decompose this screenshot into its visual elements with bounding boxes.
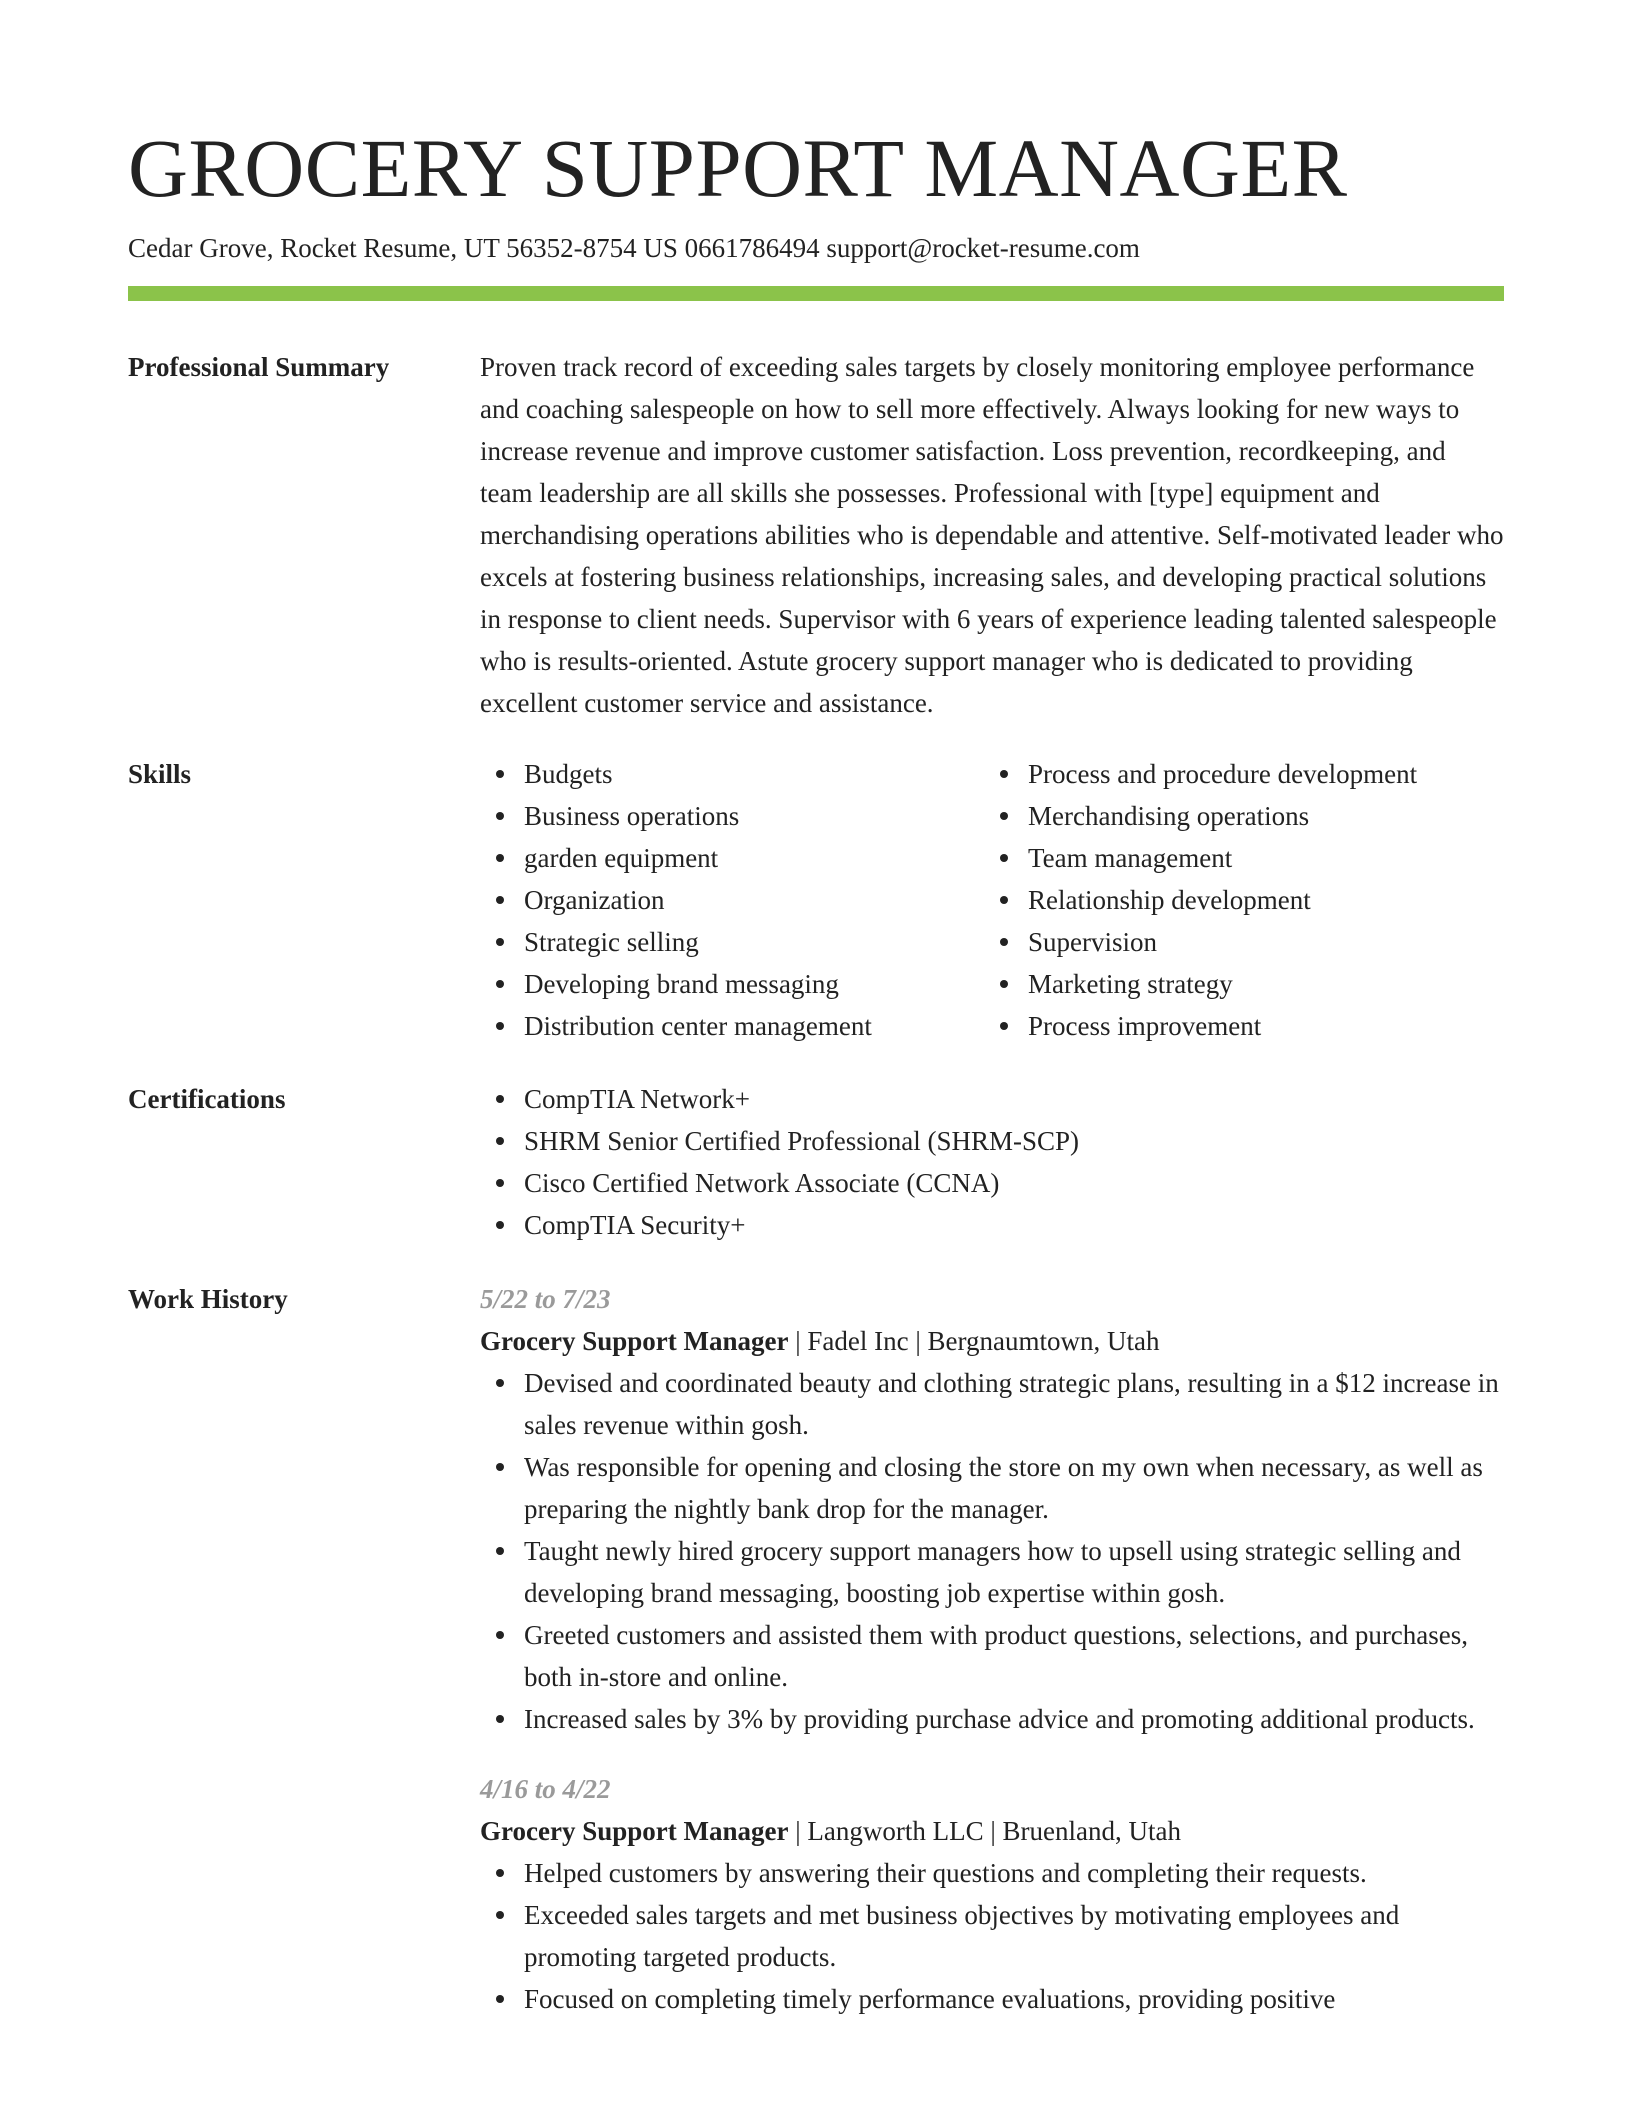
skill-item: garden equipment [480, 837, 984, 879]
certification-item: Cisco Certified Network Associate (CCNA) [480, 1162, 1504, 1204]
skills-grid [480, 753, 1504, 1047]
skill-item: Organization [480, 879, 984, 921]
skill-item: Merchandising operations [984, 795, 1488, 837]
job-bullet: Was responsible for opening and closing the store on my own when necessary, as well as preparing the nightly bank drop for the manager. [480, 1446, 1504, 1530]
job-bullet: Devised and coordinated beauty and clothing strategic plans, resulting in a $12 increase in sales revenue within gosh. [480, 1362, 1504, 1446]
certification-item: SHRM Senior Certified Professional (SHRM-SCP) [480, 1120, 1504, 1162]
job-bullets [480, 1852, 1504, 2020]
job-bullet: Increased sales by 3% by providing purchase advice and promoting additional products. [480, 1698, 1504, 1740]
skill-item: Developing brand messaging [480, 963, 984, 1005]
section-title-work-history: Work History [128, 1284, 288, 1314]
skills-right-list [984, 753, 1488, 1047]
header-accent-rule [128, 286, 1504, 301]
job-bullet: Focused on completing timely performance evaluations, providing positive [480, 1978, 1504, 2020]
skill-item: Process improvement [984, 1005, 1488, 1047]
section-title-skills: Skills [128, 759, 192, 789]
work-history-body [480, 1278, 1504, 2020]
certification-item: CompTIA Security+ [480, 1204, 1504, 1246]
skill-item: Relationship development [984, 879, 1488, 921]
job-bullet: Helped customers by answering their questions and completing their requests. [480, 1852, 1504, 1894]
section-title-certifications: Certifications [128, 1084, 286, 1114]
summary-text: Proven track record of exceeding sales targets by closely monitoring employee performance and coaching salespeople on how to sell more effectively. Always looking for new ways to increase revenue and improve customer satisfaction. Loss prevention, recordkeeping, and team leadership are all skills she possesses. Professional with [type] equipment and merchandising operations abilities who is dependable and attentive. Self-motivated leader who excels at fostering business relationships, increasing sales, and developing practical solutions in response to client needs. Supervisor with 6 years of experience leading talented salespeople who is results-oriented. Astute grocery support manager who is dedicated to providing excellent customer service and assistance. [480, 352, 1504, 718]
job-bullet: Taught newly hired grocery support managers how to upsell using strategic selling and developing brand messaging, boosting job expertise within gosh. [480, 1530, 1504, 1614]
resume-name: GROCERY SUPPORT MANAGER [128, 122, 1348, 214]
job-entry [480, 1768, 1504, 2020]
section-title-summary: Professional Summary [128, 352, 390, 382]
job-dates: 5/22 to 7/23 [480, 1284, 611, 1314]
summary-body [480, 346, 1504, 724]
job-bullet: Greeted customers and assisted them with product questions, selections, and purchases, both in-store and online. [480, 1614, 1504, 1698]
job-entry [480, 1278, 1504, 1740]
job-bullets [480, 1362, 1504, 1740]
skill-item: Distribution center management [480, 1005, 984, 1047]
skill-item: Process and procedure development [984, 753, 1488, 795]
skill-item: Business operations [480, 795, 984, 837]
job-dates: 4/16 to 4/22 [480, 1774, 611, 1804]
job-title: Grocery Support Manager [480, 1326, 789, 1356]
skill-item: Marketing strategy [984, 963, 1488, 1005]
skill-item: Strategic selling [480, 921, 984, 963]
job-title: Grocery Support Manager [480, 1816, 789, 1846]
job-bullet: Exceeded sales targets and met business objectives by motivating employees and promoting targeted products. [480, 1894, 1504, 1978]
skill-item: Supervision [984, 921, 1488, 963]
job-heading [480, 1810, 1504, 1852]
job-details: | Langworth LLC | Bruenland, Utah [788, 1816, 1181, 1846]
contact-line: Cedar Grove, Rocket Resume, UT 56352-8754 US 0661786494 support@rocket-resume.com [128, 233, 1140, 263]
skill-item: Budgets [480, 753, 984, 795]
job-details: | Fadel Inc | Bergnaumtown, Utah [788, 1326, 1160, 1356]
job-heading [480, 1320, 1504, 1362]
skills-left-list [480, 753, 984, 1047]
certifications-body [480, 1078, 1504, 1246]
certification-item: CompTIA Network+ [480, 1078, 1504, 1120]
skill-item: Team management [984, 837, 1488, 879]
certifications-list [480, 1078, 1504, 1246]
